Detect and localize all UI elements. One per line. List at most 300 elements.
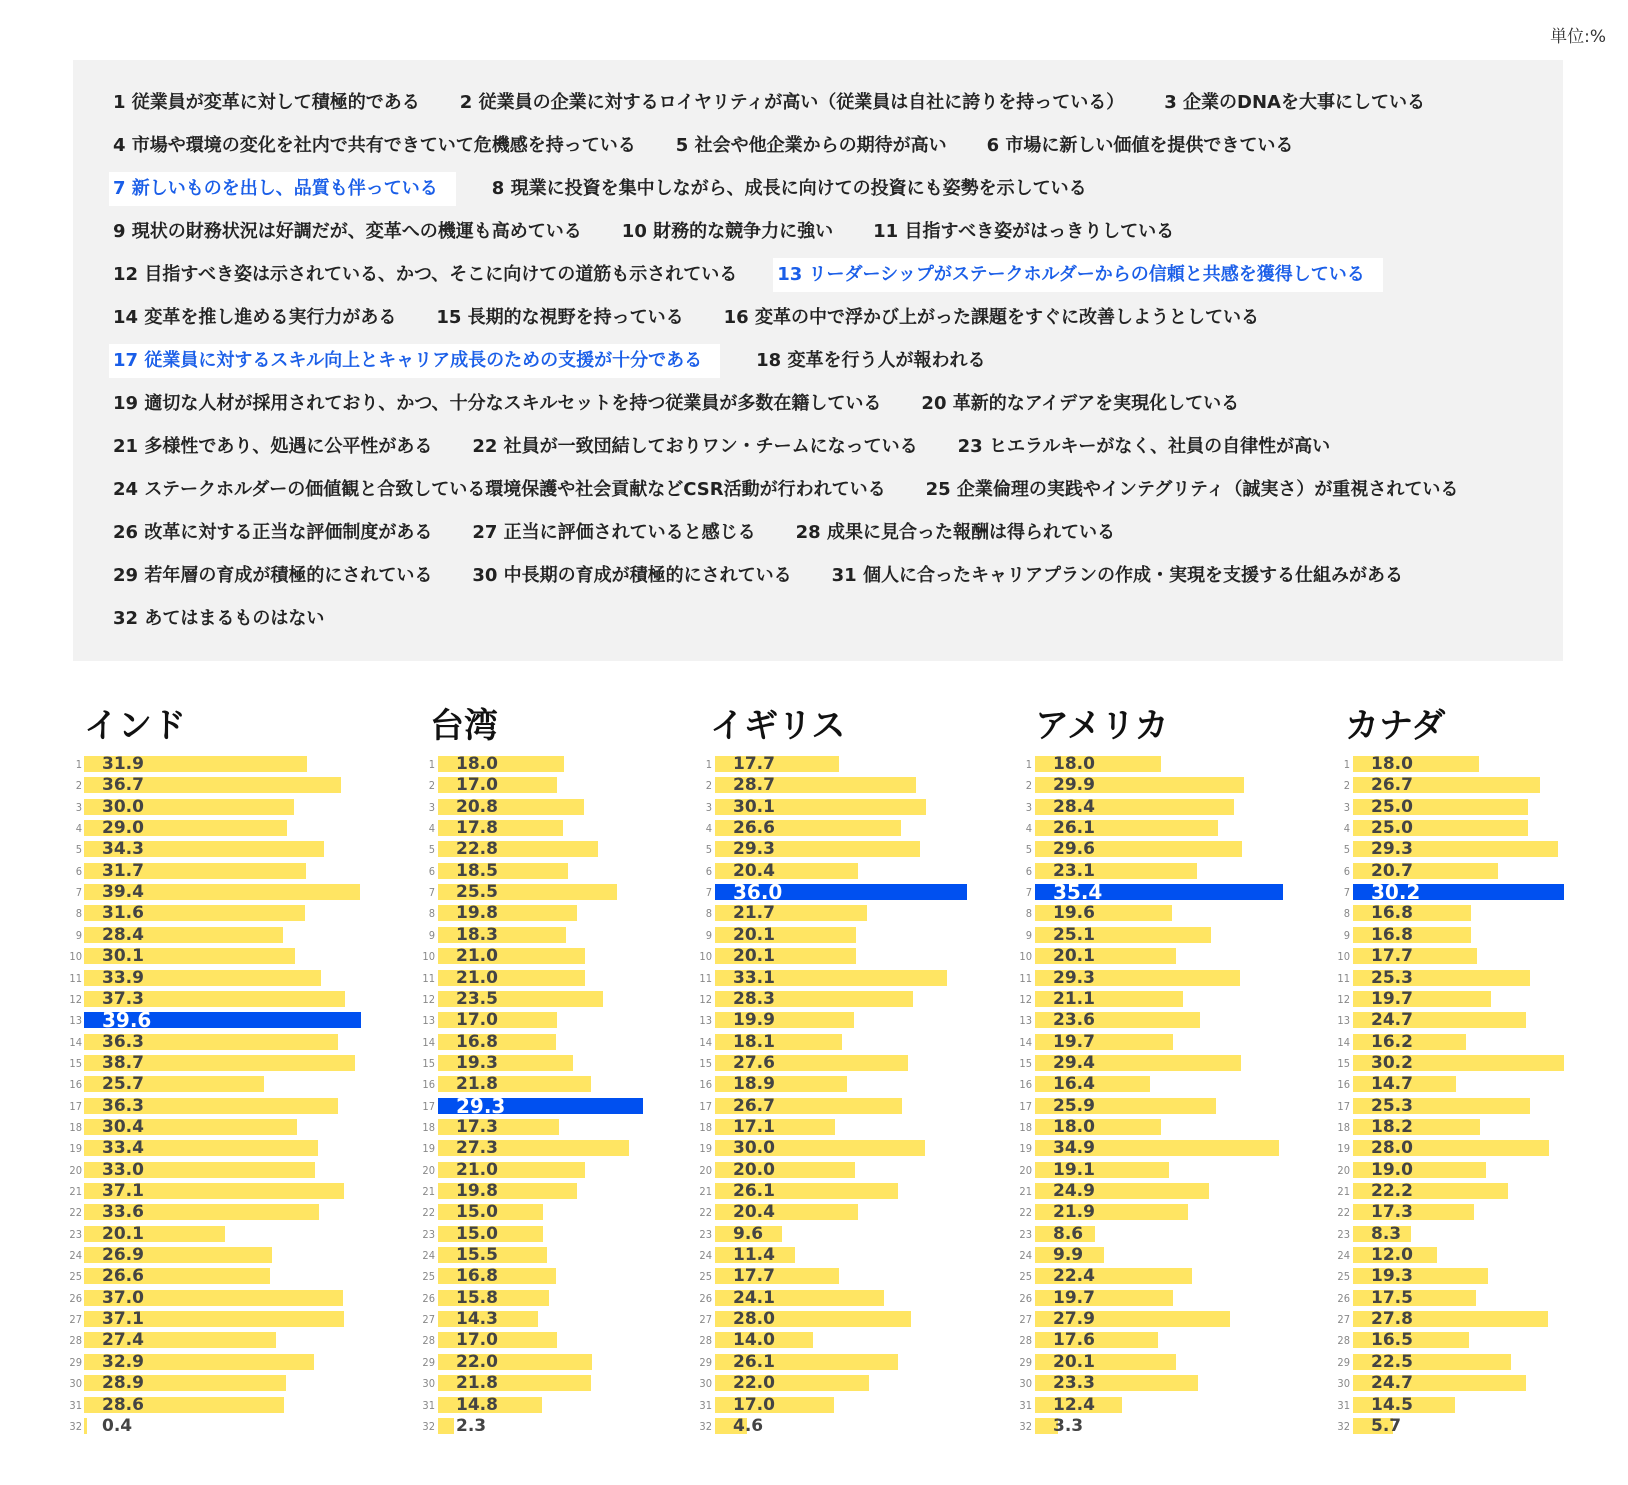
- row-number: 4: [428, 822, 435, 836]
- value-label: 21.8: [456, 1373, 498, 1394]
- value-label: 26.6: [733, 818, 775, 839]
- row-number: 19: [1337, 1142, 1350, 1156]
- row-number: 9: [428, 928, 435, 942]
- value-label: 33.4: [102, 1138, 144, 1159]
- legend-item-11: 11 目指すべき姿がはっきりしている: [873, 221, 1175, 242]
- value-label: 20.0: [733, 1159, 775, 1180]
- value-label: 18.0: [456, 754, 498, 774]
- row-number: 20: [1337, 1163, 1350, 1177]
- value-label: 22.4: [1053, 1266, 1095, 1287]
- value-label: 14.7: [1371, 1074, 1413, 1095]
- row-number: 28: [699, 1334, 712, 1348]
- row-number: 15: [422, 1056, 435, 1070]
- row-number: 2: [705, 779, 712, 793]
- row-number: 17: [69, 1099, 82, 1113]
- value-label: 26.1: [1053, 818, 1095, 839]
- row-number: 3: [428, 800, 435, 814]
- value-label: 2.3: [456, 1415, 487, 1436]
- row-number: 6: [1025, 864, 1032, 878]
- value-label: 36.0: [733, 880, 783, 905]
- row-number: 23: [422, 1227, 435, 1241]
- legend-item-7: 7 新しいものを出し、品質も伴っている: [109, 172, 456, 206]
- row-number: 23: [1337, 1227, 1350, 1241]
- value-label: 8.6: [1053, 1223, 1084, 1244]
- value-label: 19.3: [1371, 1266, 1413, 1287]
- value-label: 28.4: [1053, 796, 1095, 817]
- value-label: 20.1: [733, 924, 775, 945]
- row-number: 12: [422, 992, 435, 1006]
- value-label: 0.4: [102, 1415, 133, 1436]
- value-label: 21.0: [456, 967, 498, 988]
- value-label: 25.0: [1371, 818, 1413, 839]
- value-label: 33.6: [102, 1202, 144, 1223]
- value-label: 37.1: [102, 1309, 144, 1330]
- value-label: 33.9: [102, 967, 144, 988]
- value-label: 18.5: [456, 860, 498, 881]
- row-number: 17: [699, 1099, 712, 1113]
- row-number: 15: [1337, 1056, 1350, 1070]
- row-number: 18: [422, 1120, 435, 1134]
- value-label: 23.1: [1053, 860, 1095, 881]
- row-number: 17: [1019, 1099, 1032, 1113]
- row-number: 7: [1025, 886, 1032, 900]
- row-number: 18: [69, 1120, 82, 1134]
- row-number: 32: [69, 1419, 82, 1433]
- value-label: 28.0: [733, 1309, 775, 1330]
- value-label: 17.5: [1371, 1287, 1413, 1308]
- country-title: イギリス: [710, 706, 846, 746]
- row-number: 19: [69, 1142, 82, 1156]
- legend-item-8: 8 現業に投資を集中しながら、成長に向けての投資にも姿勢を示している: [491, 178, 1087, 199]
- row-number: 31: [1337, 1398, 1350, 1412]
- row-number: 18: [699, 1120, 712, 1134]
- value-label: 21.7: [733, 903, 775, 924]
- value-label: 25.3: [1371, 1095, 1413, 1116]
- value-label: 26.9: [102, 1245, 144, 1266]
- value-label: 24.7: [1371, 1373, 1413, 1394]
- row-number: 24: [1019, 1249, 1032, 1263]
- legend-item-19: 19 適切な人材が採用されており、かつ、十分なスキルセットを持つ従業員が多数在籍している: [113, 393, 882, 414]
- value-label: 37.3: [102, 988, 144, 1009]
- value-label: 31.7: [102, 860, 144, 881]
- legend-item-30: 30 中長期の育成が積極的にされている: [472, 565, 792, 586]
- legend-item-31: 31 個人に合ったキャリアプランの作成・実現を支援する仕組みがある: [831, 565, 1403, 586]
- value-label: 23.6: [1053, 1010, 1095, 1031]
- value-label: 29.6: [1053, 839, 1095, 860]
- value-label: 25.9: [1053, 1095, 1095, 1116]
- row-number: 27: [69, 1313, 82, 1327]
- row-number: 2: [1025, 779, 1032, 793]
- row-number: 30: [699, 1377, 712, 1391]
- value-label: 5.7: [1371, 1415, 1402, 1436]
- row-number: 30: [1019, 1377, 1032, 1391]
- row-number: 4: [1343, 822, 1350, 836]
- value-label: 29.3: [733, 839, 775, 860]
- row-number: 7: [75, 886, 82, 900]
- row-number: 29: [1337, 1355, 1350, 1369]
- value-label: 30.1: [102, 946, 144, 967]
- row-number: 16: [1019, 1078, 1032, 1092]
- row-number: 25: [69, 1270, 82, 1284]
- row-number: 16: [699, 1078, 712, 1092]
- value-label: 17.3: [456, 1116, 498, 1137]
- row-number: 13: [422, 1014, 435, 1028]
- row-number: 24: [699, 1249, 712, 1263]
- value-label: 30.4: [102, 1116, 144, 1137]
- value-label: 19.0: [1371, 1159, 1413, 1180]
- row-number: 20: [699, 1163, 712, 1177]
- row-number: 28: [69, 1334, 82, 1348]
- value-label: 34.9: [1053, 1138, 1095, 1159]
- row-number: 10: [69, 950, 82, 964]
- row-number: 21: [69, 1185, 82, 1198]
- row-number: 10: [1337, 950, 1350, 964]
- row-number: 25: [699, 1270, 712, 1284]
- value-label: 26.7: [1371, 775, 1413, 796]
- value-label: 38.7: [102, 1052, 144, 1073]
- value-label: 24.7: [1371, 1010, 1413, 1031]
- row-number: 1: [1343, 758, 1350, 771]
- value-label: 25.3: [1371, 967, 1413, 988]
- legend-item-20: 20 革新的なアイデアを実現化している: [921, 393, 1240, 414]
- row-number: 20: [422, 1163, 435, 1177]
- value-label: 17.8: [456, 818, 498, 839]
- legend-row: [109, 602, 360, 636]
- value-label: 37.0: [102, 1287, 144, 1308]
- value-label: 28.7: [733, 775, 775, 796]
- row-number: 7: [705, 886, 712, 900]
- country-title: アメリカ: [1035, 706, 1169, 746]
- value-label: 18.9: [733, 1074, 775, 1095]
- row-number: 22: [699, 1206, 712, 1220]
- legend-row: [109, 172, 1123, 206]
- value-label: 20.1: [1053, 946, 1095, 967]
- legend-item-9: 9 現状の財務状況は好調だが、変革への機運も高めている: [113, 221, 582, 242]
- row-number: 11: [69, 971, 82, 985]
- row-number: 3: [75, 800, 82, 814]
- value-label: 22.0: [456, 1351, 498, 1372]
- row-number: 31: [1019, 1398, 1032, 1412]
- value-label: 30.0: [102, 796, 144, 817]
- value-label: 18.2: [1371, 1116, 1413, 1137]
- value-label: 15.0: [456, 1202, 498, 1223]
- row-number: 31: [422, 1398, 435, 1412]
- row-number: 24: [422, 1249, 435, 1263]
- value-label: 18.0: [1053, 1116, 1095, 1137]
- value-label: 9.6: [733, 1223, 764, 1244]
- value-label: 23.5: [456, 988, 498, 1009]
- value-label: 22.8: [456, 839, 498, 860]
- value-label: 26.1: [733, 1351, 775, 1372]
- row-number: 22: [1019, 1206, 1032, 1220]
- row-number: 4: [1025, 822, 1032, 836]
- row-number: 17: [1337, 1099, 1350, 1113]
- row-number: 27: [422, 1313, 435, 1327]
- value-label: 26.7: [733, 1095, 775, 1116]
- row-number: 15: [699, 1056, 712, 1070]
- row-number: 23: [1019, 1227, 1032, 1241]
- value-label: 22.5: [1371, 1351, 1413, 1372]
- value-label: 18.0: [1053, 754, 1095, 774]
- value-label: 21.0: [456, 946, 498, 967]
- row-number: 30: [1337, 1377, 1350, 1391]
- legend-item-6: 6 市場に新しい価値を提供できている: [986, 135, 1294, 156]
- value-label: 16.5: [1371, 1330, 1413, 1351]
- row-number: 13: [1019, 1014, 1032, 1028]
- bar: [438, 1418, 454, 1434]
- legend-item-12: 12 目指すべき姿は示されている、かつ、そこに向けての道筋も示されている: [113, 264, 738, 285]
- row-number: 6: [705, 864, 712, 878]
- legend-item-27: 27 正当に評価されていると感じる: [472, 522, 756, 543]
- row-number: 3: [1343, 800, 1350, 814]
- value-label: 9.9: [1053, 1245, 1084, 1266]
- row-number: 28: [1019, 1334, 1032, 1348]
- value-label: 17.6: [1053, 1330, 1095, 1351]
- legend-row: [109, 86, 1461, 120]
- row-number: 10: [422, 950, 435, 964]
- value-label: 21.0: [456, 1159, 498, 1180]
- row-number: 25: [1337, 1270, 1350, 1284]
- row-number: 32: [1337, 1419, 1350, 1433]
- country-title: 台湾: [430, 706, 498, 746]
- value-label: 36.3: [102, 1031, 144, 1052]
- row-number: 8: [75, 907, 82, 921]
- value-label: 27.8: [1371, 1309, 1413, 1330]
- row-number: 21: [1337, 1185, 1350, 1198]
- legend-row: [109, 516, 1151, 550]
- value-label: 19.7: [1371, 988, 1413, 1009]
- value-label: 20.1: [102, 1223, 144, 1244]
- row-number: 14: [422, 1035, 435, 1049]
- value-label: 20.1: [1053, 1351, 1095, 1372]
- value-label: 4.6: [733, 1415, 764, 1436]
- row-number: 5: [75, 843, 82, 857]
- value-label: 16.8: [1371, 903, 1413, 924]
- row-number: 29: [422, 1355, 435, 1369]
- value-label: 17.0: [456, 775, 498, 796]
- value-label: 31.6: [102, 903, 144, 924]
- value-label: 29.0: [102, 818, 144, 839]
- row-number: 3: [1025, 800, 1032, 814]
- value-label: 37.1: [102, 1181, 144, 1201]
- value-label: 25.0: [1371, 796, 1413, 817]
- row-number: 5: [705, 843, 712, 857]
- value-label: 25.7: [102, 1074, 144, 1095]
- legend-item-21: 21 多様性であり、処遇に公平性がある: [113, 436, 433, 457]
- value-label: 27.3: [456, 1138, 498, 1159]
- legend-item-3: 3 企業のDNAを大事にしている: [1164, 92, 1425, 113]
- legend-row: [109, 344, 1021, 378]
- row-number: 15: [69, 1056, 82, 1070]
- legend-item-14: 14 変革を推し進める実行力がある: [113, 307, 397, 328]
- row-number: 30: [69, 1377, 82, 1391]
- value-label: 19.7: [1053, 1287, 1095, 1308]
- country-title: インド: [84, 706, 186, 746]
- row-number: 14: [1337, 1035, 1350, 1049]
- value-label: 34.3: [102, 839, 144, 860]
- row-number: 12: [699, 992, 712, 1006]
- value-label: 29.9: [1053, 775, 1095, 796]
- legend-item-15: 15 長期的な視野を持っている: [436, 307, 684, 328]
- row-number: 11: [699, 971, 712, 985]
- row-number: 21: [422, 1185, 435, 1198]
- row-number: 27: [1019, 1313, 1032, 1327]
- legend-item-26: 26 改革に対する正当な評価制度がある: [113, 522, 433, 543]
- legend-row: [109, 129, 1329, 163]
- row-number: 21: [1019, 1185, 1032, 1198]
- row-number: 21: [699, 1185, 712, 1198]
- row-number: 1: [1025, 758, 1032, 771]
- value-label: 8.3: [1371, 1223, 1402, 1244]
- row-number: 9: [75, 928, 82, 942]
- row-number: 20: [1019, 1163, 1032, 1177]
- row-number: 16: [1337, 1078, 1350, 1092]
- row-number: 4: [705, 822, 712, 836]
- row-number: 8: [428, 907, 435, 921]
- value-label: 23.3: [1053, 1373, 1095, 1394]
- value-label: 36.3: [102, 1095, 144, 1116]
- value-label: 20.4: [733, 1202, 775, 1223]
- value-label: 19.1: [1053, 1159, 1095, 1180]
- legend-item-32: 32 あてはまるものはない: [113, 608, 325, 629]
- country-title: カナダ: [1345, 706, 1446, 746]
- value-label: 16.2: [1371, 1031, 1413, 1052]
- row-number: 2: [75, 779, 82, 793]
- legend-item-24: 24 ステークホルダーの価値観と合致している環境保護や社会貢献などCSR活動が行われている: [113, 479, 886, 500]
- value-label: 19.8: [456, 903, 498, 924]
- row-number: 28: [422, 1334, 435, 1348]
- row-number: 19: [699, 1142, 712, 1156]
- value-label: 24.9: [1053, 1181, 1095, 1201]
- value-label: 30.2: [1371, 880, 1421, 905]
- row-number: 6: [1343, 864, 1350, 878]
- value-label: 18.0: [1371, 754, 1413, 774]
- row-number: 9: [1025, 928, 1032, 942]
- value-label: 28.6: [102, 1394, 144, 1415]
- value-label: 21.9: [1053, 1202, 1095, 1223]
- row-number: 10: [1019, 950, 1032, 964]
- value-label: 17.1: [733, 1116, 775, 1137]
- legend-item-22: 22 社員が一致団結しておりワン・チームになっている: [472, 436, 918, 457]
- legend-item-4: 4 市場や環境の変化を社内で共有できていて危機感を持っている: [113, 135, 636, 156]
- row-number: 11: [1019, 971, 1032, 985]
- value-label: 18.3: [456, 924, 498, 945]
- legend-item-18: 18 変革を行う人が報われる: [756, 350, 986, 371]
- legend-row: [109, 473, 1494, 507]
- row-number: 32: [699, 1419, 712, 1433]
- row-number: 9: [1343, 928, 1350, 942]
- row-number: 1: [705, 758, 712, 771]
- value-label: 3.3: [1053, 1415, 1084, 1436]
- row-number: 27: [1337, 1313, 1350, 1327]
- row-number: 2: [428, 779, 435, 793]
- value-label: 19.7: [1053, 1031, 1095, 1052]
- row-number: 30: [422, 1377, 435, 1391]
- value-label: 29.3: [1371, 839, 1413, 860]
- value-label: 18.1: [733, 1031, 775, 1052]
- legend-row: [109, 387, 1275, 421]
- row-number: 14: [69, 1035, 82, 1049]
- row-number: 8: [1343, 907, 1350, 921]
- value-label: 17.0: [456, 1330, 498, 1351]
- value-label: 16.8: [1371, 924, 1413, 945]
- row-number: 23: [69, 1227, 82, 1241]
- legend-item-29: 29 若年層の育成が積極的にされている: [113, 565, 433, 586]
- value-label: 16.8: [456, 1031, 498, 1052]
- legend-row: [109, 430, 1366, 464]
- unit-label: 単位:%: [1550, 27, 1606, 47]
- row-number: 14: [1019, 1035, 1032, 1049]
- row-number: 26: [422, 1291, 435, 1305]
- row-number: 13: [1337, 1014, 1350, 1028]
- value-label: 21.8: [456, 1074, 498, 1095]
- row-number: 3: [705, 800, 712, 814]
- value-label: 28.4: [102, 924, 144, 945]
- legend-item-17: 17 従業員に対するスキル向上とキャリア成長のための支援が十分である: [109, 344, 720, 378]
- row-number: 31: [69, 1398, 82, 1412]
- value-label: 26.6: [102, 1266, 144, 1287]
- row-number: 32: [1019, 1419, 1032, 1433]
- value-label: 27.4: [102, 1330, 144, 1351]
- value-label: 19.8: [456, 1181, 498, 1201]
- legend-row: [109, 258, 1415, 292]
- value-label: 15.8: [456, 1287, 498, 1308]
- value-label: 22.0: [733, 1373, 775, 1394]
- row-number: 16: [69, 1078, 82, 1092]
- row-number: 27: [699, 1313, 712, 1327]
- value-label: 17.3: [1371, 1202, 1413, 1223]
- legend-item-2: 2 従業員の企業に対するロイヤリティが高い（従業員は自社に誇りを持っている）: [459, 92, 1125, 113]
- legend-row: [109, 559, 1439, 593]
- value-label: 28.3: [733, 988, 775, 1009]
- row-number: 23: [699, 1227, 712, 1241]
- value-label: 33.1: [733, 967, 775, 988]
- row-number: 29: [699, 1355, 712, 1369]
- row-number: 12: [1337, 992, 1350, 1006]
- row-number: 29: [69, 1355, 82, 1369]
- bar: [84, 1418, 87, 1434]
- row-number: 13: [699, 1014, 712, 1028]
- row-number: 9: [705, 928, 712, 942]
- value-label: 30.2: [1371, 1052, 1413, 1073]
- row-number: 18: [1337, 1120, 1350, 1134]
- row-number: 6: [75, 864, 82, 878]
- row-number: 7: [428, 886, 435, 900]
- row-number: 17: [422, 1099, 435, 1113]
- row-number: 25: [422, 1270, 435, 1284]
- value-label: 14.3: [456, 1309, 498, 1330]
- legend-item-13: 13 リーダーシップがステークホルダーからの信頼と共感を獲得している: [773, 258, 1383, 292]
- legend-item-1: 1 従業員が変革に対して積極的である: [113, 92, 420, 113]
- value-label: 31.9: [102, 754, 144, 774]
- legend-item-25: 25 企業倫理の実践やインテグリティ（誠実さ）が重視されている: [925, 479, 1459, 500]
- value-label: 28.9: [102, 1373, 144, 1394]
- row-number: 7: [1343, 886, 1350, 900]
- value-label: 11.4: [733, 1245, 775, 1266]
- value-label: 30.1: [733, 796, 775, 817]
- value-label: 27.6: [733, 1052, 775, 1073]
- row-number: 11: [422, 971, 435, 985]
- legend-item-28: 28 成果に見合った報酬は得られている: [795, 522, 1115, 543]
- row-number: 15: [1019, 1056, 1032, 1070]
- row-number: 26: [699, 1291, 712, 1305]
- value-label: 17.7: [733, 754, 775, 774]
- row-number: 18: [1019, 1120, 1032, 1134]
- row-number: 22: [1337, 1206, 1350, 1220]
- value-label: 12.4: [1053, 1394, 1095, 1415]
- row-number: 14: [699, 1035, 712, 1049]
- value-label: 17.0: [733, 1394, 775, 1415]
